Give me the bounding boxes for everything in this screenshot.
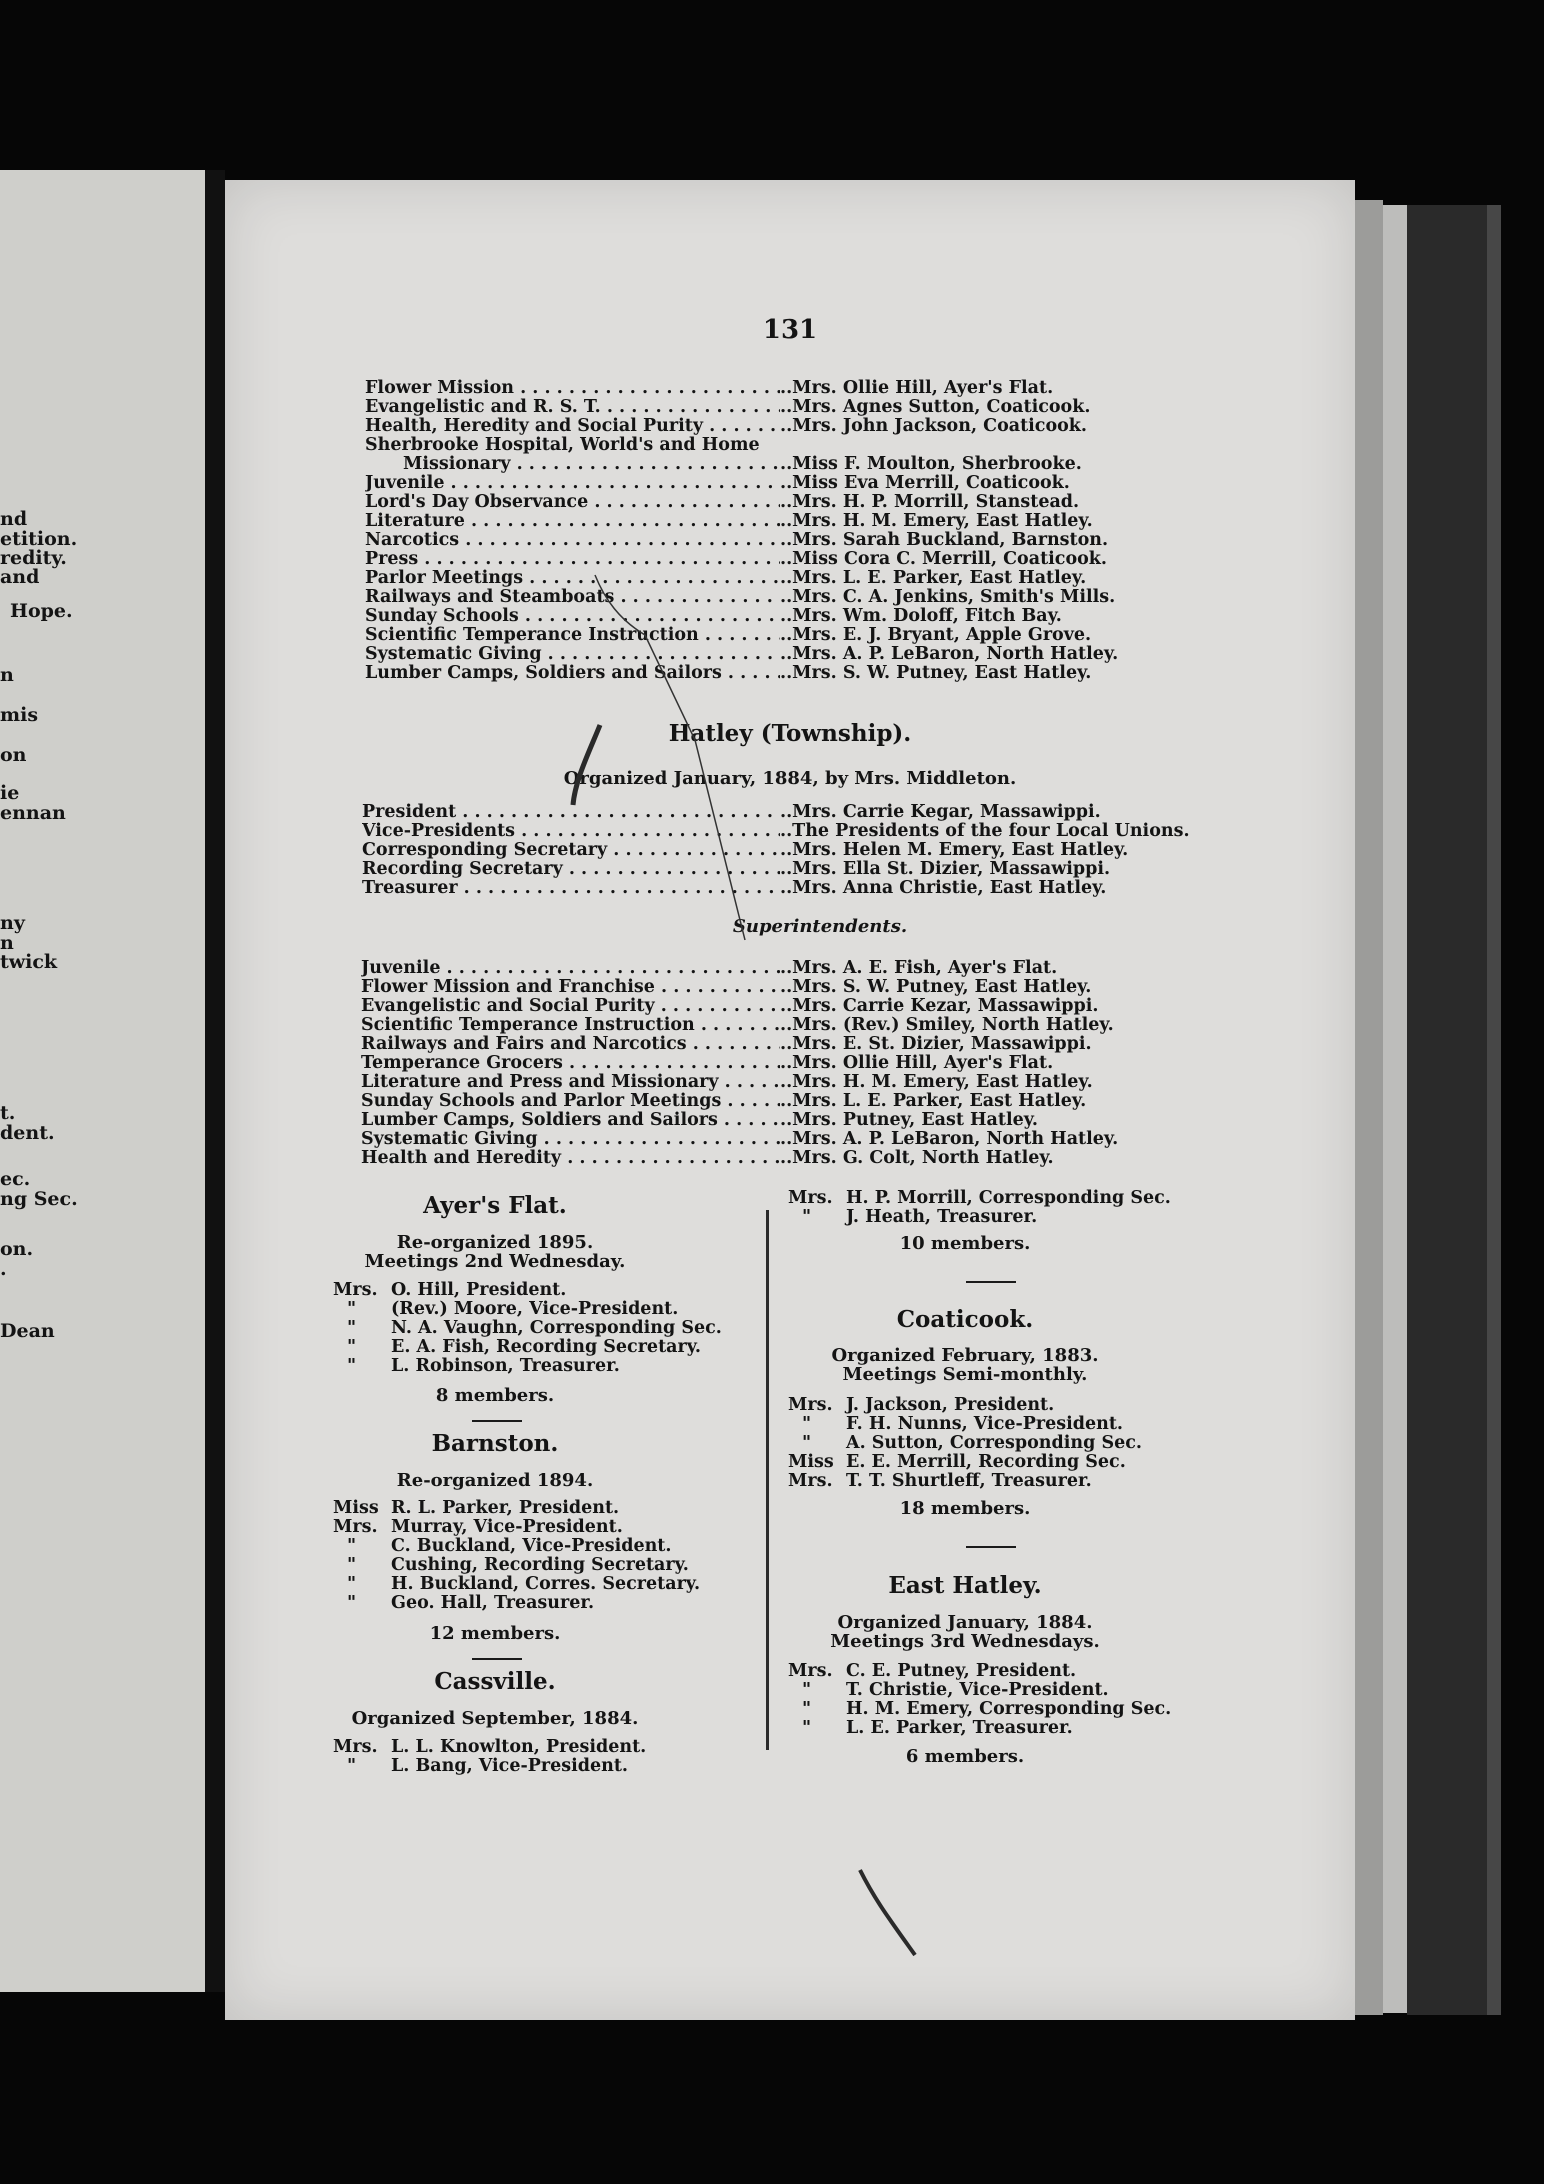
book-gutter bbox=[205, 170, 225, 1992]
left-page-edge bbox=[0, 170, 205, 1992]
left-fragment: n bbox=[0, 664, 14, 686]
officer-line: " H. M. Emery, Corresponding Sec. bbox=[802, 1699, 1172, 1719]
list-row: Juvenile . . . ..Miss Eva Merrill, Coaticook. bbox=[365, 473, 1265, 493]
superintendents-heading: Superintendents. bbox=[732, 916, 908, 937]
officer-line: Mrs. O. Hill, President. bbox=[333, 1280, 567, 1300]
list-row: Systematic Giving . . . ..Mrs. A. P. LeBaron, North Hatley. bbox=[365, 644, 1265, 664]
superintendent-row: Scientific Temperance Instruction . . . ..Mrs. (Rev.) Smiley, North Hatley. bbox=[361, 1015, 1321, 1035]
officer-line: " A. Sutton, Corresponding Sec. bbox=[802, 1433, 1142, 1453]
union-line: Re-organized 1894. bbox=[396, 1470, 594, 1491]
list-row: Sunday Schools . . . ..Mrs. Wm. Doloff, Fitch Bay. bbox=[365, 606, 1265, 626]
book-page bbox=[225, 180, 1355, 2020]
left-fragment: Dean bbox=[0, 1320, 55, 1342]
left-fragment: ec. bbox=[0, 1168, 31, 1190]
members-count: 10 members. bbox=[899, 1233, 1031, 1254]
section-title-ayers-flat: Ayer's Flat. bbox=[423, 1192, 567, 1219]
officer-row: Vice-Presidents . . . ..The Presidents of the four Local Unions. bbox=[362, 821, 1322, 841]
left-fragment: Hope. bbox=[10, 600, 73, 622]
officer-row: Treasurer . . . ..Mrs. Anna Christie, East Hatley. bbox=[362, 878, 1322, 898]
superintendent-row: Health and Heredity . . . ..Mrs. G. Colt, North Hatley. bbox=[361, 1148, 1321, 1168]
list-row: Literature . . . ..Mrs. H. M. Emery, East Hatley. bbox=[365, 511, 1265, 531]
officer-line: Miss E. E. Merrill, Recording Sec. bbox=[788, 1452, 1126, 1472]
superintendent-row: Systematic Giving . . . ..Mrs. A. P. LeBaron, North Hatley. bbox=[361, 1129, 1321, 1149]
pencil-mark bbox=[225, 180, 1355, 2020]
union-line: Organized September, 1884. bbox=[351, 1708, 639, 1729]
superintendent-row: Literature and Press and Missionary . . . ..Mrs. H. M. Emery, East Hatley. bbox=[361, 1072, 1321, 1092]
officer-line: " Geo. Hall, Treasurer. bbox=[347, 1593, 595, 1613]
left-fragment: ny bbox=[0, 912, 25, 934]
superintendent-row: Lumber Camps, Soldiers and Sailors . . . ..Mrs. Putney, East Hatley. bbox=[361, 1110, 1321, 1130]
officer-line: Mrs. T. T. Shurtleff, Treasurer. bbox=[788, 1471, 1092, 1491]
left-fragment: and bbox=[0, 566, 40, 588]
left-fragment: n bbox=[0, 932, 14, 954]
officer-line: Miss R. L. Parker, President. bbox=[333, 1498, 620, 1518]
officer-line: " C. Buckland, Vice-President. bbox=[347, 1536, 672, 1556]
left-fragment: dent. bbox=[0, 1122, 55, 1144]
officer-line: Mrs. C. E. Putney, President. bbox=[788, 1661, 1077, 1681]
list-row: Parlor Meetings . . . ..Mrs. L. E. Parker, East Hatley. bbox=[365, 568, 1265, 588]
left-fragment: on bbox=[0, 744, 27, 766]
page-edge bbox=[1355, 200, 1383, 2015]
union-line: Organized February, 1883. bbox=[831, 1345, 1099, 1366]
left-fragment: ennan bbox=[0, 802, 66, 824]
list-row: Health, Heredity and Social Purity . . . ..Mrs. John Jackson, Coaticook. bbox=[365, 416, 1265, 436]
superintendent-row: Railways and Fairs and Narcotics . . . ..Mrs. E. St. Dizier, Massawippi. bbox=[361, 1034, 1321, 1054]
left-fragment: ng Sec. bbox=[0, 1188, 78, 1210]
superintendent-row: Juvenile . . . ..Mrs. A. E. Fish, Ayer's Flat. bbox=[361, 958, 1321, 978]
list-row: Sherbrooke Hospital, World's and Home bbox=[365, 435, 760, 455]
list-row: Narcotics . . . ..Mrs. Sarah Buckland, Barnston. bbox=[365, 530, 1265, 550]
officer-line: " N. A. Vaughn, Corresponding Sec. bbox=[347, 1318, 722, 1338]
left-fragment: ie bbox=[0, 782, 20, 804]
officer-line: " Cushing, Recording Secretary. bbox=[347, 1555, 689, 1575]
union-line: Organized January, 1884. bbox=[837, 1612, 1093, 1633]
left-fragment: . bbox=[0, 1258, 7, 1280]
superintendent-row: Sunday Schools and Parlor Meetings . . . ..Mrs. L. E. Parker, East Hatley. bbox=[361, 1091, 1321, 1111]
list-row: Press . . . ..Miss Cora C. Merrill, Coaticook. bbox=[365, 549, 1265, 569]
superintendent-row: Evangelistic and Social Purity . . . ..Mrs. Carrie Kezar, Massawippi. bbox=[361, 996, 1321, 1016]
list-row: Lumber Camps, Soldiers and Sailors . . . ..Mrs. S. W. Putney, East Hatley. bbox=[365, 663, 1265, 683]
left-fragment: etition. bbox=[0, 528, 78, 550]
officer-line: " T. Christie, Vice-President. bbox=[802, 1680, 1109, 1700]
union-line: Meetings 3rd Wednesdays. bbox=[830, 1631, 1100, 1652]
members-count: 12 members. bbox=[429, 1623, 561, 1644]
left-fragment: t. bbox=[0, 1102, 16, 1124]
list-row: Railways and Steamboats . . . ..Mrs. C. A. Jenkins, Smith's Mills. bbox=[365, 587, 1265, 607]
hatley-organized: Organized January, 1884, by Mrs. Middleton. bbox=[563, 768, 1017, 789]
section-title-hatley: Hatley (Township). bbox=[668, 720, 912, 747]
officer-row: Corresponding Secretary . . . ..Mrs. Helen M. Emery, East Hatley. bbox=[362, 840, 1322, 860]
officer-line: " (Rev.) Moore, Vice-President. bbox=[347, 1299, 679, 1319]
union-line: Meetings 2nd Wednesday. bbox=[364, 1251, 626, 1272]
list-row: Scientific Temperance Instruction . . . ..Mrs. E. J. Bryant, Apple Grove. bbox=[365, 625, 1265, 645]
officer-line: " J. Heath, Treasurer. bbox=[802, 1207, 1038, 1227]
list-row: Missionary . . . ..Miss F. Moulton, Sherbrooke. bbox=[403, 454, 1263, 474]
officer-line: Mrs. Murray, Vice-President. bbox=[333, 1517, 623, 1537]
officer-line: " H. Buckland, Corres. Secretary. bbox=[347, 1574, 701, 1594]
page-number: 131 bbox=[762, 315, 818, 345]
left-fragment: on. bbox=[0, 1238, 34, 1260]
officer-line: " L. Bang, Vice-President. bbox=[347, 1756, 629, 1776]
superintendent-row: Flower Mission and Franchise . . . ..Mrs. S. W. Putney, East Hatley. bbox=[361, 977, 1321, 997]
officer-line: Mrs. J. Jackson, President. bbox=[788, 1395, 1055, 1415]
officer-line: Mrs. H. P. Morrill, Corresponding Sec. bbox=[788, 1188, 1171, 1208]
list-row: Flower Mission . . . ..Mrs. Ollie Hill, Ayer's Flat. bbox=[365, 378, 1265, 398]
members-count: 8 members. bbox=[435, 1385, 555, 1406]
members-count: 6 members. bbox=[905, 1746, 1025, 1767]
left-fragment: twick bbox=[0, 951, 58, 973]
officer-line: " L. E. Parker, Treasurer. bbox=[802, 1718, 1073, 1738]
left-fragment: mis bbox=[0, 704, 39, 726]
union-line: Meetings Semi-monthly. bbox=[842, 1364, 1088, 1385]
union-line: Re-organized 1895. bbox=[396, 1232, 594, 1253]
officer-line: " F. H. Nunns, Vice-President. bbox=[802, 1414, 1124, 1434]
left-fragment: nd bbox=[0, 508, 28, 530]
officer-row: President . . . ..Mrs. Carrie Kegar, Massawippi. bbox=[362, 802, 1322, 822]
book-spine-edge bbox=[1487, 205, 1501, 2015]
list-row: Lord's Day Observance . . . ..Mrs. H. P. Morrill, Stanstead. bbox=[365, 492, 1265, 512]
officer-row: Recording Secretary . . . ..Mrs. Ella St. Dizier, Massawippi. bbox=[362, 859, 1322, 879]
page-edge bbox=[1383, 205, 1407, 2013]
superintendent-row: Temperance Grocers . . . ..Mrs. Ollie Hill, Ayer's Flat. bbox=[361, 1053, 1321, 1073]
book-spine-edge bbox=[1407, 205, 1487, 2015]
left-fragment: redity. bbox=[0, 547, 67, 569]
section-title-coaticook: Coaticook. bbox=[896, 1306, 1034, 1333]
list-row: Evangelistic and R. S. T. . . . ..Mrs. Agnes Sutton, Coaticook. bbox=[365, 397, 1265, 417]
officer-line: Mrs. L. L. Knowlton, President. bbox=[333, 1737, 647, 1757]
officer-line: " E. A. Fish, Recording Secretary. bbox=[347, 1337, 701, 1357]
section-title-barnston: Barnston. bbox=[431, 1430, 559, 1457]
section-title-cassville: Cassville. bbox=[434, 1668, 556, 1695]
section-title-east-hatley: East Hatley. bbox=[888, 1572, 1042, 1599]
members-count: 18 members. bbox=[899, 1498, 1031, 1519]
officer-line: " L. Robinson, Treasurer. bbox=[347, 1356, 620, 1376]
